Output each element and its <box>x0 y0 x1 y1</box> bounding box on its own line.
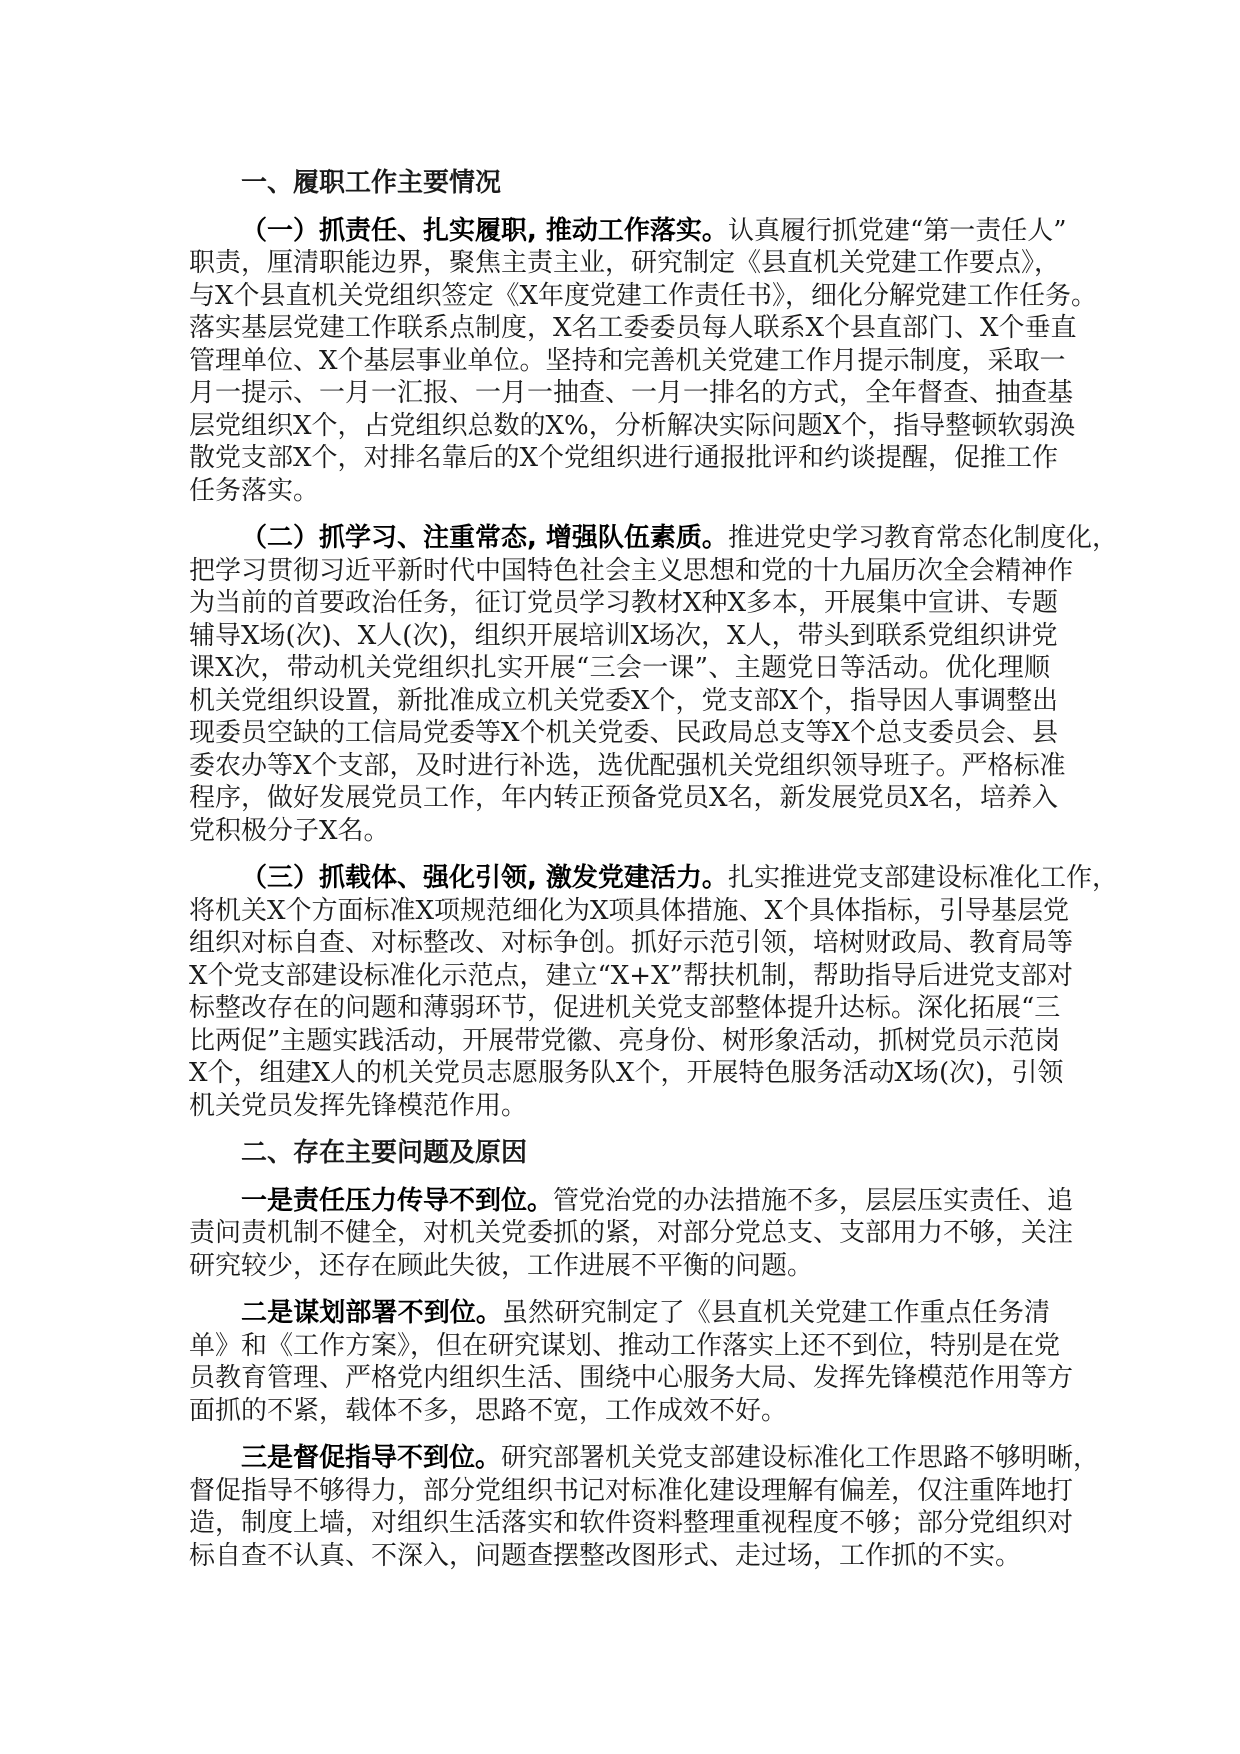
paragraph-line: 面抓的不紧，载体不多，思路不宽，工作成效不好。 <box>189 1395 788 1426</box>
paragraph-line: 月一提示、一月一汇报、一月一抽查、一月一排名的方式，全年督查、抽查基 <box>189 378 1074 408</box>
paragraph-lead: （三）抓载体、强化引领, 激发党建活力。 <box>241 863 728 893</box>
paragraph-line: 比两促”主题实践活动，开展带党徽、亮身份、树形象活动，抓树党员示范岗 <box>189 1025 1061 1056</box>
paragraph-line <box>189 862 1118 895</box>
paragraph-line: 为当前的首要政治任务，征订党员学习教材X种X多本，开展集中宣讲、专题 <box>189 588 1059 618</box>
paragraph-line: 将机关X个方面标准X项规范细化为X项具体措施、X个具体指标，引导基层党 <box>189 895 1070 926</box>
paragraph-text: 虽然研究制定了《县直机关党建工作重点任务清 <box>502 1298 1050 1328</box>
paragraph-line: 党积极分子X名。 <box>189 815 390 846</box>
paragraph-line: 职责，厘清职能边界，聚焦主责主业，研究制定《县直机关党建工作要点》， <box>189 248 1061 278</box>
paragraph-line: 与X个县直机关党组织签定《X年度党建工作责任书》，细化分解党建工作任务。 <box>189 280 1098 311</box>
paragraph-line: 造，制度上墙，对组织生活落实和软件资料整理重视程度不够；部分党组织对 <box>189 1508 1074 1538</box>
paragraph-line: X个，组建X人的机关党员志愿服务队X个，开展特色服务活动X场(次)，引领 <box>189 1058 1064 1088</box>
paragraph-line: 标整改存在的问题和薄弱环节，促进机关党支部整体提升达标。深化拓展“三 <box>189 993 1061 1023</box>
paragraph-line: 辅导X场(次)、X人(次)，组织开展培训X场次，X人，带头到联系党组织讲党 <box>189 620 1058 651</box>
paragraph <box>189 522 1118 847</box>
paragraph-line: 督促指导不够得力，部分党组织书记对标准化建设理解有偏差，仅注重阵地打 <box>189 1475 1074 1506</box>
section-heading-text: 二、存在主要问题及原因 <box>241 1138 528 1168</box>
paragraph-line: 层党组织X个，占党组织总数的X%，分析解决实际问题X个，指导整顿软弱涣 <box>189 410 1076 441</box>
paragraph-line: 委农办等X个支部，及时进行补选，选优配强机关党组织领导班子。严格标准 <box>189 750 1066 781</box>
paragraph-line: 散党支部X个，对排名靠后的X个党组织进行通报批评和约谈提醒，促推工作 <box>189 443 1059 473</box>
paragraph <box>189 1442 1100 1572</box>
paragraph-line <box>189 215 1067 248</box>
paragraph-line: 现委员空缺的工信局党委等X个机关党委、民政局总支等X个总支委员会、县 <box>189 718 1059 748</box>
paragraph <box>189 1297 1074 1427</box>
paragraph-line: 研究较少，还存在顾此失彼，工作进展不平衡的问题。 <box>189 1250 814 1281</box>
section-heading <box>189 1137 1050 1170</box>
paragraph-line: 员教育管理、严格党内组织生活、围绕中心服务大局、发挥先锋模范作用等方 <box>189 1363 1074 1393</box>
paragraph-line: X个党支部建设标准化示范点，建立“X+X”帮扶机制，帮助指导后进党支部对 <box>189 960 1073 991</box>
paragraph-line: 把学习贯彻习近平新时代中国特色社会主义思想和党的十九届历次全会精神作 <box>189 555 1074 586</box>
paragraph <box>189 862 1118 1122</box>
paragraph-text: 管党治党的办法措施不多，层层压实责任、追 <box>553 1185 1074 1216</box>
paragraph-line: 任务落实。 <box>189 475 320 506</box>
paragraph-lead: （二）抓学习、注重常态, 增强队伍素质。 <box>241 523 728 553</box>
paragraph-line <box>189 1442 1100 1475</box>
paragraph-line <box>189 1297 1050 1330</box>
paragraph-line: 责问责机制不健全，对机关党委抓的紧，对部分党总支、支部用力不够，关注 <box>189 1218 1074 1248</box>
section-heading <box>189 167 1050 200</box>
section-heading-text: 一、履职工作主要情况 <box>241 168 502 198</box>
paragraph-line: 管理单位、X个基层事业单位。坚持和完善机关党建工作月提示制度，采取一 <box>189 345 1066 376</box>
paragraph-line: 课X次，带动机关党组织扎实开展“三会一课”、主题党日等活动。优化理顺 <box>189 653 1050 683</box>
paragraph-line: 机关党组织设置，新批准成立机关党委X个，党支部X个，指导因人事调整出 <box>189 685 1059 716</box>
paragraph-lead: （一）抓责任、扎实履职, 推动工作落实。 <box>241 215 728 246</box>
paragraph-text: 推进党史学习教育常态化制度化， <box>727 523 1118 553</box>
paragraph-line: 单》和《工作方案》，但在研究谋划、推动工作落实上还不到位，特别是在党 <box>189 1330 1061 1361</box>
paragraph-line: 落实基层党建工作联系点制度，X名工委委员每人联系X个县直部门、X个垂直 <box>189 313 1077 343</box>
document-body <box>189 167 1118 1572</box>
paragraph-lead: 一是责任压力传导不到位。 <box>241 1185 554 1216</box>
paragraph-text: 认真履行抓党建“第一责任人” <box>727 215 1067 246</box>
paragraph-text: 扎实推进党支部建设标准化工作， <box>727 863 1118 893</box>
paragraph-line <box>189 1185 1074 1218</box>
paragraph <box>189 1185 1074 1283</box>
paragraph-line <box>189 522 1118 555</box>
paragraph <box>189 215 1098 508</box>
paragraph-lead: 二是谋划部署不到位。 <box>241 1298 502 1328</box>
paragraph-line: 机关党员发挥先锋模范作用。 <box>189 1090 528 1121</box>
paragraph-line: 程序，做好发展党员工作，年内转正预备党员X名，新发展党员X名，培养入 <box>189 783 1059 813</box>
paragraph-line: 组织对标自查、对标整改、对标争创。抓好示范引领，培树财政局、教育局等 <box>189 928 1074 958</box>
paragraph-lead: 三是督促指导不到位。 <box>241 1443 502 1473</box>
paragraph-line: 标自查不认真、不深入，问题查摆整改图形式、走过场，工作抓的不实。 <box>189 1540 1022 1571</box>
paragraph-text: 研究部署机关党支部建设标准化工作思路不够明晰， <box>501 1443 1100 1473</box>
